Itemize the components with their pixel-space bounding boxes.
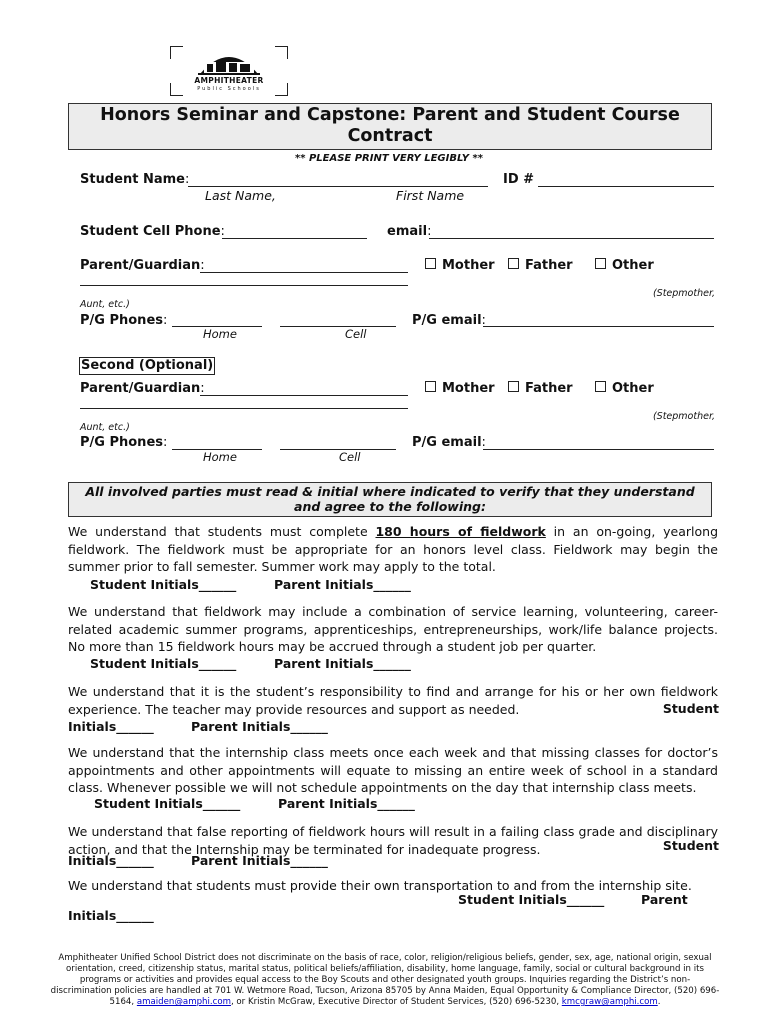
guardian2-extra-line[interactable] (80, 408, 408, 409)
last-name-caption: Last Name, (205, 188, 276, 203)
guardian2-stepmother-note: (Stepmother, (652, 411, 715, 422)
clause-student-responsibility: We understand that it is the student’s responsibility to find and arrange for his or her own fieldwork experience. The teacher may provide resources and support as needed. (68, 684, 718, 717)
guardian2-name-field[interactable] (200, 395, 408, 396)
district-logo (170, 46, 288, 96)
clause6-parent-word: Parent (641, 892, 688, 907)
clause-fieldwork-types: We understand that fieldwork may include a combination of service learning, volunteering, career-related academic summer programs, apprenticeships, entrepreneurships, work/life balance projects. No more than 15 fieldwork hours may be accrued through a student job per quarter. (68, 604, 718, 654)
student-cell-field[interactable] (222, 238, 367, 239)
title-line-1: Honors Seminar and Capstone: Parent and Student Course (100, 105, 680, 125)
amphitheater-emblem-icon (194, 48, 264, 76)
clause4-student-initials[interactable]: Student Initials______ (94, 796, 241, 811)
guardian2-mother-checkbox[interactable]: Mother (425, 381, 495, 396)
page-title (68, 103, 712, 150)
guardian2-label: Parent/Guardian: (80, 381, 205, 396)
guardian1-cell-phone-field[interactable] (280, 326, 396, 327)
clause5-student-initials[interactable]: Initials______ (68, 853, 154, 868)
clause4-parent-initials[interactable]: Parent Initials______ (278, 796, 415, 811)
guardian1-name-field[interactable] (200, 272, 408, 273)
clause3-student-word: Student (662, 701, 719, 716)
clause1-parent-initials[interactable]: Parent Initials______ (274, 577, 411, 592)
student-email-field[interactable] (429, 238, 714, 239)
clause2-student-initials[interactable]: Student Initials______ (90, 656, 237, 671)
guardian1-label: Parent/Guardian: (80, 258, 205, 273)
agreement-line-1: All involved parties must read & initial where indicated to verify that they understand (85, 484, 695, 499)
guardian2-email-label: P/G email: (412, 435, 486, 450)
guardian1-email-label: P/G email: (412, 313, 486, 328)
agreement-banner (68, 482, 712, 517)
nondiscrimination-footer: Amphitheater Unified School District does not discriminate on the basis of race, color, religion/religious beliefs, gender, sex, age, national origin, sexual orientation, creed, citizenship status, marital status, political beliefs/affiliation, disability, home language, family, social or cultural background in its programs or activities and provides equal access to the Boy Scouts and other designated youth groups. Inquiries regarding the District’s non-discrimination policies are handled at 701 W. Wetmore Road, Tucson, Arizona 85705 by Anna Maiden, Equal Opportunity & Compliance Director, (520) 696-5164, amaiden@amphi.com, or Kristin McGraw, Executive Director of Student Services, (520) 696-5230, kmcgraw@amphi.com. (50, 953, 720, 1007)
second-optional-label: Second (Optional) (81, 358, 214, 373)
guardian2-father-checkbox[interactable]: Father (508, 381, 573, 396)
print-note: ** PLEASE PRINT VERY LEGIBLY ** (295, 153, 483, 164)
clause-false-reporting: We understand that false reporting of fieldwork hours will result in a failing class grade and disciplinary action, and that the Internship may be terminated for inadequate progress. (68, 824, 718, 857)
guardian1-mother-checkbox[interactable]: Mother (425, 258, 495, 273)
student-email-label: email: (387, 224, 432, 239)
guardian1-extra-line[interactable] (80, 285, 408, 286)
guardian1-other-checkbox[interactable]: Other (595, 258, 654, 273)
title-line-2: Contract (347, 126, 433, 146)
clause1-student-initials[interactable]: Student Initials______ (90, 577, 237, 592)
student-id-label: ID # (503, 172, 535, 187)
student-cell-label: Student Cell Phone: (80, 224, 225, 239)
clause3-parent-initials[interactable]: Parent Initials______ (191, 719, 328, 734)
clause3-student-initials[interactable]: Initials______ (68, 719, 154, 734)
guardian1-phones-label: P/G Phones: (80, 313, 168, 328)
agreement-line-2: and agree to the following: (294, 499, 486, 514)
guardian1-cell-caption: Cell (345, 327, 367, 341)
clause6-parent-initials[interactable]: Initials______ (68, 908, 154, 923)
amaiden-email-link[interactable]: amaiden@amphi.com (136, 997, 231, 1007)
guardian1-email-field[interactable] (483, 326, 714, 327)
student-id-field[interactable] (538, 186, 714, 187)
logo-subtitle: Public Schools (197, 86, 261, 92)
guardian2-cell-caption: Cell (339, 450, 361, 464)
logo-name: AMPHITHEATER (194, 76, 264, 85)
guardian2-email-field[interactable] (483, 449, 714, 450)
student-name-field[interactable] (188, 186, 488, 187)
clause-transportation: We understand that students must provide their own transportation to and from the internship site. (68, 878, 692, 893)
guardian1-aunt-note: Aunt, etc.) (80, 299, 130, 310)
clause5-parent-initials[interactable]: Parent Initials______ (191, 853, 328, 868)
guardian2-phones-label: P/G Phones: (80, 435, 168, 450)
kmcgraw-email-link[interactable]: kmcgraw@amphi.com (561, 997, 658, 1007)
guardian1-father-checkbox[interactable]: Father (508, 258, 573, 273)
guardian2-other-checkbox[interactable]: Other (595, 381, 654, 396)
guardian2-cell-phone-field[interactable] (280, 449, 396, 450)
first-name-caption: First Name (396, 188, 465, 203)
guardian2-home-caption: Home (203, 450, 237, 464)
guardian1-home-caption: Home (203, 327, 237, 341)
clause-fieldwork-hours: We understand that students must complete 180 hours of fieldwork in an on-going, yearlong fieldwork. The fieldwork must be appropriate for an honors level class. Fieldwork may begin the summer prior to fall semester. Summer work may apply to the total. (68, 524, 719, 574)
student-name-label: Student Name: (80, 172, 190, 187)
guardian2-aunt-note: Aunt, etc.) (80, 422, 130, 433)
clause-internship-attendance: We understand that the internship class meets once each week and that missing classes for doctor’s appointments and other appointments will equate to missing an entire week of school in a standard class. Whenever possible we will not schedule appointments on the day that internship class meets. (68, 745, 718, 795)
clause5-student-word: Student (662, 838, 719, 853)
clause6-student-initials[interactable]: Student Initials______ (458, 892, 605, 907)
guardian1-stepmother-note: (Stepmother, (652, 288, 715, 299)
clause2-parent-initials[interactable]: Parent Initials______ (274, 656, 411, 671)
